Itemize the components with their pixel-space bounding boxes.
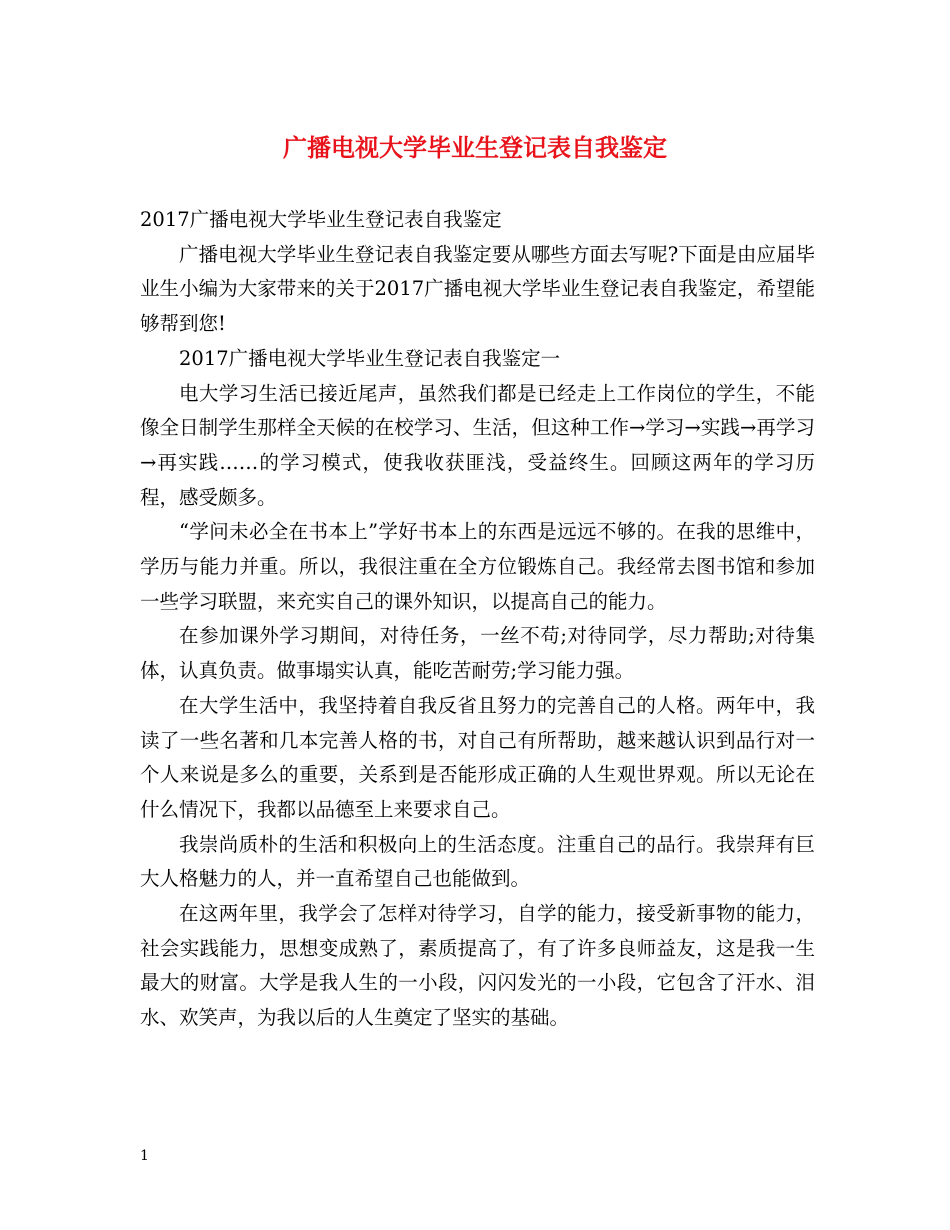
paragraph: 在参加课外学习期间，对待任务，一丝不苟;对待同学，尽力帮助;对待集体，认真负责。做事塌实认真，能吃苦耐劳;学习能力强。 [140, 624, 815, 683]
paragraph: 在大学生活中，我坚持着自我反省且努力的完善自己的人格。两年中，我读了一些名著和几本完善人格的书，对自己有所帮助，越来越认识到品行对一个人来说是多么的重要，关系到是否能形成正确的人生观世界观。所以无论在什么情况下，我都以品德至上来要求自己。 [140, 693, 815, 821]
paragraph: 在这两年里，我学会了怎样对待学习，自学的能力，接受新事物的能力，社会实践能力，思想变成熟了，素质提高了，有了许多良师益友，这是我一生最大的财富。大学是我人生的一小段，闪闪发光的一小段，它包含了汗水、泪水、欢笑声，为我以后的人生奠定了坚实的基础。 [140, 902, 815, 1030]
paragraph: “学问未必全在书本上”学好书本上的东西是远远不够的。在我的思维中，学历与能力并重。所以，我很注重在全方位锻炼自己。我经常去图书馆和参加一些学习联盟，来充实自己的课外知识，以提高自己的能力。 [140, 520, 815, 613]
document-title: 广播电视大学毕业生登记表自我鉴定 [283, 133, 667, 162]
document-body [140, 203, 815, 1036]
page-number: 1 [140, 1148, 149, 1164]
paragraph-heading: 2017广播电视大学毕业生登记表自我鉴定 [140, 208, 502, 231]
paragraph: 我崇尚质朴的生活和积极向上的生活态度。注重自己的品行。我崇拜有巨大人格魅力的人，并一直希望自己也能做到。 [140, 832, 815, 891]
paragraph-subheading: 2017广播电视大学毕业生登记表自我鉴定一 [179, 346, 561, 370]
paragraph: 广播电视大学毕业生登记表自我鉴定要从哪些方面去写呢?下面是由应届毕业生小编为大家带来的关于2017广播电视大学毕业生登记表自我鉴定，希望能够帮到您! [140, 242, 815, 336]
paragraph: 电大学习生活已接近尾声，虽然我们都是已经走上工作岗位的学生，不能像全日制学生那样全天候的在校学习、生活，但这种工作→学习→实践→再学习→再实践……的学习模式，使我收获匪浅，受益终生。回顾这两年的学习历程，感受颇多。 [140, 381, 815, 509]
